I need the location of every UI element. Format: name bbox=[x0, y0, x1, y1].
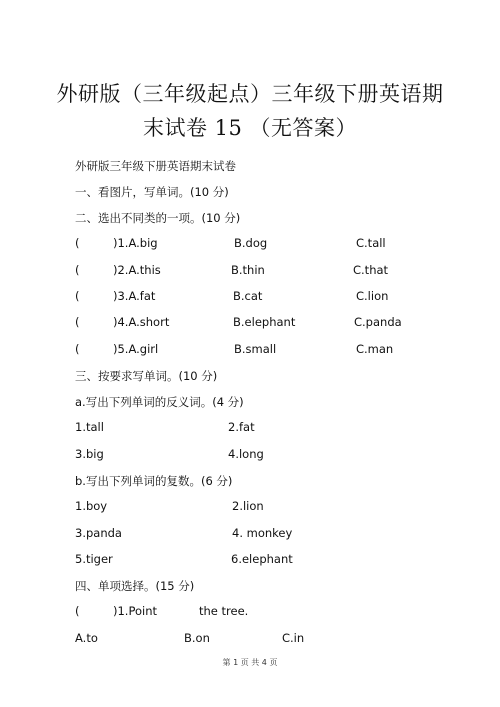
mc-q1-stem: )1.Point bbox=[113, 604, 158, 618]
section3a-heading: a.写出下列单词的反义词。(4 分) bbox=[75, 395, 244, 409]
q3-option-b: B.cat bbox=[233, 289, 263, 303]
section3-heading: 三、按要求写单词。(10 分) bbox=[75, 369, 218, 383]
q3-option-a: )3.A.fat bbox=[113, 289, 156, 303]
q1-option-a: )1.A.big bbox=[113, 236, 158, 250]
mc-q1-tail: the tree. bbox=[199, 604, 249, 618]
q1-option-b: B.dog bbox=[234, 236, 268, 250]
q1-option-c: C.tall bbox=[356, 236, 386, 250]
section4-heading: 四、单项选择。(15 分) bbox=[75, 579, 195, 593]
plural-item: 5.tiger bbox=[75, 552, 113, 566]
title-line-2: 末试卷 15 （无答案） bbox=[142, 116, 358, 140]
q-paren: ( bbox=[75, 263, 80, 277]
q2-option-b: B.thin bbox=[231, 263, 265, 277]
subtitle: 外研版三年级下册英语期末试卷 bbox=[75, 159, 236, 173]
plural-item: 1.boy bbox=[75, 499, 108, 513]
q-paren: ( bbox=[75, 289, 80, 303]
mc-q1-option-b: B.on bbox=[184, 631, 210, 645]
q3-option-c: C.lion bbox=[356, 289, 389, 303]
antonym-item: 4.long bbox=[228, 447, 264, 461]
antonym-item: 3.big bbox=[75, 447, 104, 461]
q5-option-a: )5.A.girl bbox=[113, 342, 159, 356]
section1-heading: 一、看图片，写单词。(10 分) bbox=[75, 185, 229, 199]
mc-q1-option-c: C.in bbox=[282, 631, 305, 645]
section2-heading: 二、选出不同类的一项。(10 分) bbox=[75, 211, 241, 225]
plural-item: 6.elephant bbox=[231, 552, 293, 566]
title-line-1: 外研版（三年级起点）三年级下册英语期 bbox=[56, 82, 444, 106]
q2-option-a: )2.A.this bbox=[113, 263, 161, 277]
q-paren: ( bbox=[75, 604, 80, 618]
q-paren: ( bbox=[75, 342, 80, 356]
q-paren: ( bbox=[75, 315, 80, 329]
q-paren: ( bbox=[75, 236, 80, 250]
q4-option-c: C.panda bbox=[354, 315, 402, 329]
plural-item: 4. monkey bbox=[232, 526, 293, 540]
mc-q1-option-a: A.to bbox=[75, 631, 98, 645]
q5-option-c: C.man bbox=[356, 342, 394, 356]
q5-option-b: B.small bbox=[234, 342, 277, 356]
page-footer: 第 1 页 共 4 页 bbox=[222, 658, 278, 667]
q2-option-c: C.that bbox=[353, 263, 389, 277]
antonym-item: 2.fat bbox=[228, 420, 255, 434]
plural-item: 2.lion bbox=[232, 499, 264, 513]
q4-option-b: B.elephant bbox=[233, 315, 296, 329]
plural-item: 3.panda bbox=[75, 526, 122, 540]
antonym-item: 1.tall bbox=[75, 420, 104, 434]
section3b-heading: b.写出下列单词的复数。(6 分) bbox=[75, 474, 233, 488]
q4-option-a: )4.A.short bbox=[113, 315, 170, 329]
